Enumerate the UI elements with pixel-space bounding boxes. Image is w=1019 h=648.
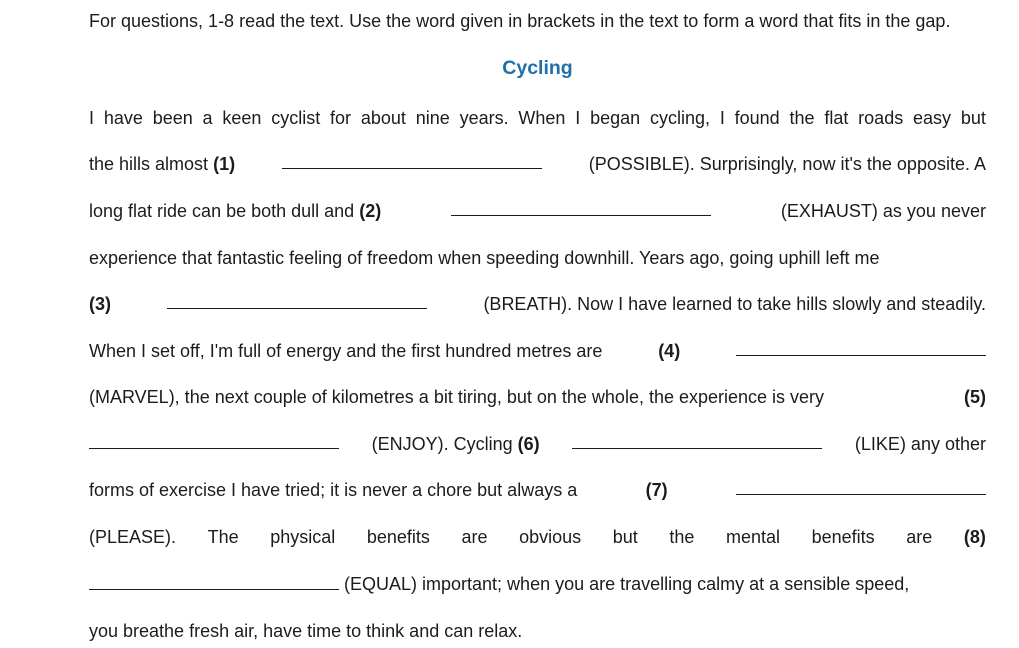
word: I bbox=[719, 108, 725, 128]
word: began bbox=[590, 108, 641, 128]
word: but bbox=[612, 527, 638, 547]
gap-8[interactable] bbox=[89, 574, 339, 590]
word: easy bbox=[913, 108, 952, 128]
gap-number-8: (8) bbox=[963, 527, 986, 547]
word: the bbox=[789, 108, 815, 128]
gap-number-7: (7) bbox=[645, 480, 668, 500]
text-line-11: (EQUAL) important; when you are travelling calmy at a sensible speed, bbox=[89, 573, 986, 595]
word: When bbox=[518, 108, 566, 128]
word: cycling, bbox=[649, 108, 710, 128]
word: roads bbox=[858, 108, 904, 128]
gap-number-4: (4) bbox=[658, 341, 681, 361]
word: are bbox=[906, 527, 933, 547]
word: keen bbox=[222, 108, 262, 128]
word: The bbox=[207, 527, 239, 547]
text-line-12: you breathe fresh air, have time to think and can relax. bbox=[89, 621, 523, 641]
word: a bbox=[202, 108, 213, 128]
instructions: For questions, 1-8 read the text. Use the word given in brackets in the text to form a word that fits in the gap. bbox=[89, 11, 951, 31]
exercise-title: Cycling bbox=[502, 57, 573, 79]
word: (PLEASE). bbox=[89, 527, 177, 547]
gap-number-2: (2) bbox=[359, 201, 382, 221]
word: I bbox=[89, 108, 95, 128]
word: have bbox=[103, 108, 143, 128]
gap-2[interactable] bbox=[451, 200, 711, 216]
word: found bbox=[734, 108, 780, 128]
gap-number-1: (1) bbox=[213, 154, 236, 174]
word: mental bbox=[726, 527, 781, 547]
word: nine bbox=[415, 108, 450, 128]
word: the bbox=[669, 527, 695, 547]
gap-7[interactable] bbox=[736, 479, 986, 495]
gap-number-3: (3) bbox=[89, 294, 111, 314]
word: benefits bbox=[811, 527, 875, 547]
gap-3[interactable] bbox=[167, 293, 427, 309]
text-line-6: When I set off, I'm full of energy and the first hundred metres are (4) bbox=[89, 340, 986, 362]
word: I bbox=[575, 108, 581, 128]
gap-6[interactable] bbox=[572, 433, 822, 449]
gap-4[interactable] bbox=[736, 340, 986, 356]
text-line-5: (3) (BREATH). Now I have learned to take hills slowly and steadily. bbox=[89, 294, 986, 314]
word: cyclist bbox=[271, 108, 321, 128]
word: physical bbox=[270, 527, 336, 547]
text-line-7: (MARVEL), the next couple of kilometres a bit tiring, but on the whole, the experience is very (5) bbox=[89, 387, 986, 407]
word: but bbox=[960, 108, 986, 128]
text-line-2: the hills almost (1) (POSSIBLE). Surprisingly, now it's the opposite. A bbox=[89, 154, 986, 174]
word: for bbox=[330, 108, 352, 128]
gap-5[interactable] bbox=[89, 433, 339, 449]
text-line-3: long flat ride can be both dull and (2) (EXHAUST) as you never bbox=[89, 201, 986, 221]
gap-number-6: (6) bbox=[517, 434, 540, 454]
word: flat bbox=[824, 108, 849, 128]
text-line-1 bbox=[89, 107, 986, 129]
word: been bbox=[152, 108, 193, 128]
text-line-8: (ENJOY). Cycling (6) (LIKE) any other bbox=[89, 433, 986, 455]
word: are bbox=[461, 527, 488, 547]
gap-number-5: (5) bbox=[964, 387, 986, 407]
gap-1[interactable] bbox=[282, 153, 542, 169]
text-line-10 bbox=[89, 526, 986, 548]
word: years. bbox=[459, 108, 509, 128]
word: obvious bbox=[519, 527, 582, 547]
word: benefits bbox=[366, 527, 430, 547]
text-line-4: experience that fantastic feeling of freedom when speeding downhill. Years ago, going uphill left me bbox=[89, 248, 880, 268]
text-line-9: forms of exercise I have tried; it is never a chore but always a (7) bbox=[89, 479, 986, 501]
word: about bbox=[360, 108, 406, 128]
